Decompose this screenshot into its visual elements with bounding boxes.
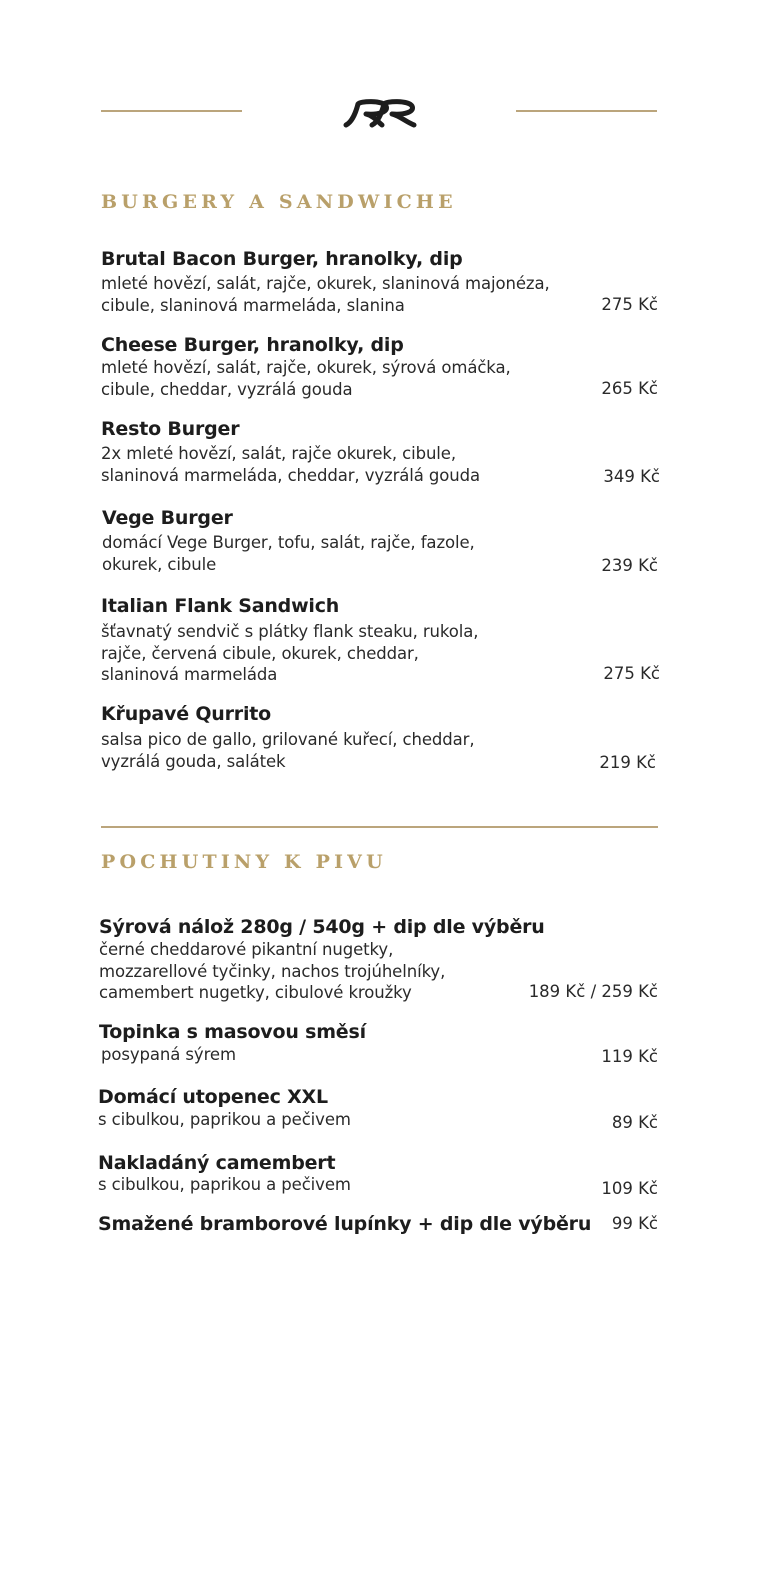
- item-price: 275 Kč: [601, 295, 658, 314]
- item-price: 109 Kč: [601, 1179, 658, 1198]
- item-description: mleté hovězí, salát, rajče, okurek, slaninová majonéza, cibule, slaninová marmeláda, slanina: [101, 274, 550, 315]
- item-name: Smažené bramborové lupínky + dip dle výběru: [98, 1213, 592, 1235]
- item-description: 2x mleté hovězí, salát, rajče okurek, cibule, slaninová marmeláda, cheddar, vyzrálá gouda: [101, 444, 481, 485]
- item-price: 349 Kč: [603, 467, 660, 486]
- item-price: 219 Kč: [599, 753, 656, 772]
- item-price: 265 Kč: [601, 379, 658, 398]
- header-rule-left: [101, 110, 242, 112]
- item-description: domácí Vege Burger, tofu, salát, rajče, fazole, okurek, cibule: [102, 533, 475, 574]
- section-title-snacks: POCHUTINY K PIVU: [101, 851, 387, 873]
- item-price: 119 Kč: [601, 1047, 658, 1066]
- item-name: Nakladáný camembert: [98, 1152, 336, 1174]
- item-name: Topinka s masovou směsí: [99, 1021, 366, 1043]
- section-divider: [101, 826, 658, 828]
- item-price: 89 Kč: [611, 1113, 658, 1132]
- item-price: 239 Kč: [601, 556, 658, 575]
- item-description: s cibulkou, paprikou a pečivem: [98, 1175, 351, 1194]
- item-name: Vege Burger: [102, 507, 233, 529]
- section-title-burgers: BURGERY A SANDWICHE: [101, 191, 457, 213]
- item-name: Křupavé Qurrito: [101, 703, 271, 725]
- item-description: posypaná sýrem: [101, 1045, 236, 1064]
- item-price: 189 Kč / 259 Kč: [528, 982, 658, 1001]
- item-price: 275 Kč: [603, 664, 660, 683]
- item-description: šťavnatý sendvič s plátky flank steaku, rukola, rajče, červená cibule, okurek, cheddar, slaninová marmeláda: [101, 622, 479, 684]
- item-description: mleté hovězí, salát, rajče, okurek, sýrová omáčka, cibule, cheddar, vyzrálá gouda: [101, 358, 511, 399]
- item-name: Sýrová nálož 280g / 540g + dip dle výběru: [99, 916, 545, 938]
- item-name: Brutal Bacon Burger, hranolky, dip: [101, 248, 463, 270]
- item-name: Italian Flank Sandwich: [101, 595, 340, 617]
- item-price: 99 Kč: [611, 1214, 658, 1233]
- item-name: Cheese Burger, hranolky, dip: [101, 334, 404, 356]
- item-description: salsa pico de gallo, grilované kuřecí, cheddar, vyzrálá gouda, salátek: [101, 730, 475, 771]
- item-name: Resto Burger: [101, 418, 240, 440]
- rr-monogram-logo-icon: [342, 98, 418, 130]
- item-description: černé cheddarové pikantní nugetky, mozzarellové tyčinky, nachos trojúhelníky, camembert nugetky, cibulové kroužky: [99, 940, 446, 1002]
- item-name: Domácí utopenec XXL: [98, 1086, 328, 1108]
- item-description: s cibulkou, paprikou a pečivem: [98, 1110, 351, 1129]
- header-rule-right: [516, 110, 657, 112]
